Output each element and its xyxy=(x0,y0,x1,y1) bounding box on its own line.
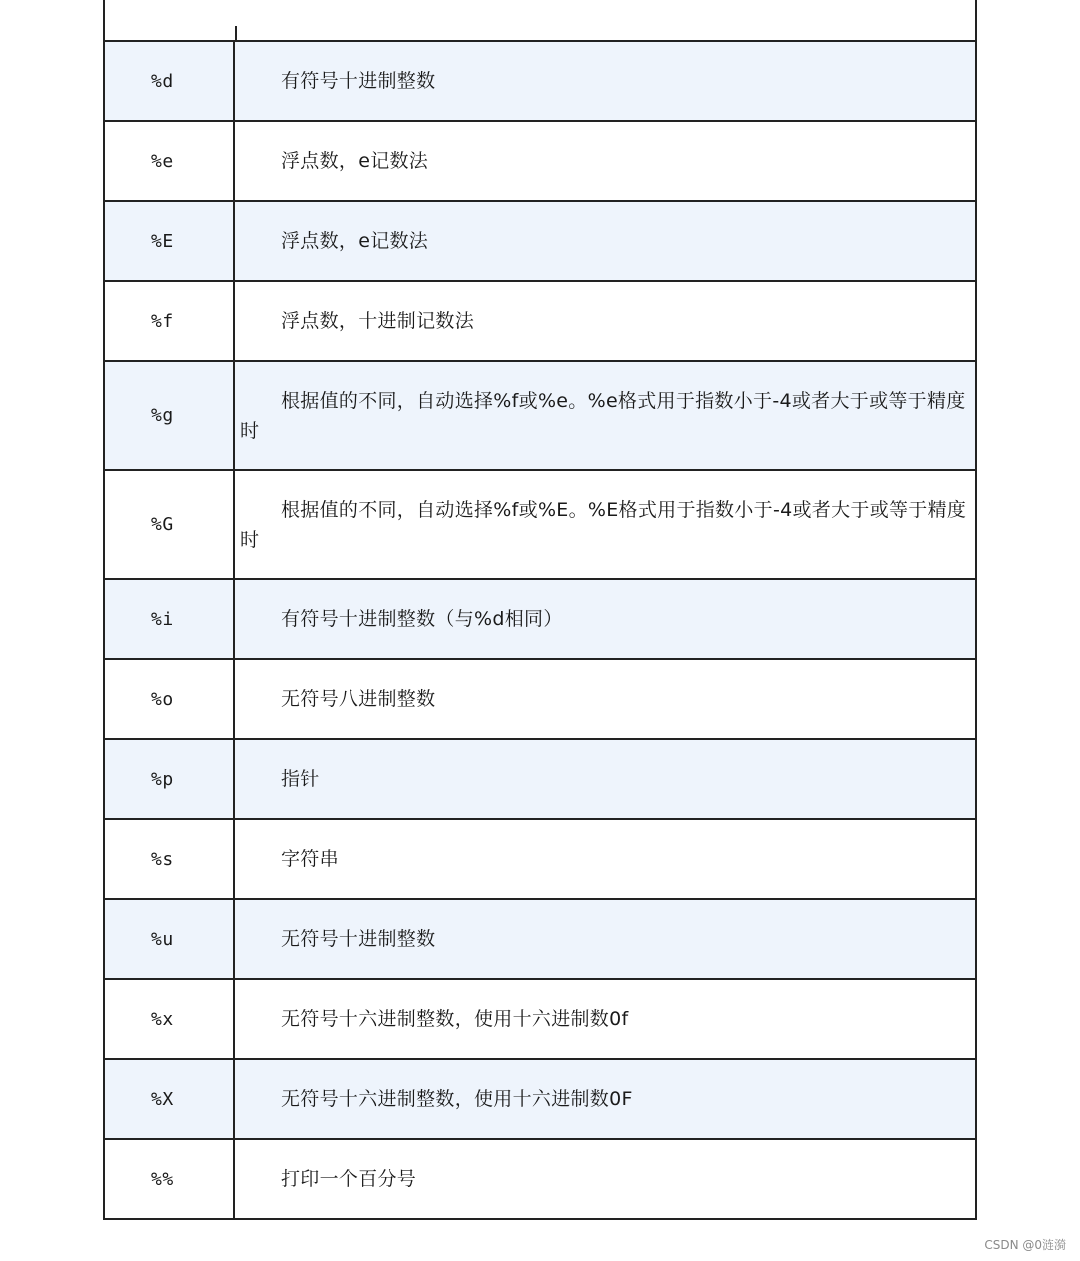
specifier-cell: %p xyxy=(104,739,234,819)
specifier-cell: %G xyxy=(104,470,234,579)
specifier-cell: %X xyxy=(104,1059,234,1139)
table-row xyxy=(104,739,976,819)
table-row xyxy=(104,659,976,739)
specifier-cell: %% xyxy=(104,1139,234,1219)
description-cell: 无符号八进制整数 xyxy=(234,659,976,739)
table-row xyxy=(104,121,976,201)
description-cell: 有符号十进制整数 xyxy=(234,41,976,121)
format-specifier-table xyxy=(103,40,977,1220)
specifier-cell: %e xyxy=(104,121,234,201)
description-cell: 指针 xyxy=(234,739,976,819)
specifier-cell: %u xyxy=(104,899,234,979)
specifier-cell: %o xyxy=(104,659,234,739)
description-cell: 无符号十六进制整数，使用十六进制数0F xyxy=(234,1059,976,1139)
description-cell: 浮点数，十进制记数法 xyxy=(234,281,976,361)
watermark: CSDN @0涟漪 xyxy=(984,1238,1066,1252)
specifier-cell: %g xyxy=(104,361,234,470)
description-cell: 根据值的不同，自动选择%f或%E。%E格式用于指数小于-4或者大于或等于精度时 xyxy=(234,470,976,579)
specifier-cell: %i xyxy=(104,579,234,659)
specifier-cell: %E xyxy=(104,201,234,281)
table-row xyxy=(104,41,976,121)
description-cell: 浮点数，e记数法 xyxy=(234,121,976,201)
table-row xyxy=(104,979,976,1059)
column-divider xyxy=(235,26,237,40)
table-top-continuation xyxy=(103,0,977,40)
specifier-cell: %s xyxy=(104,819,234,899)
table-row xyxy=(104,470,976,579)
description-cell: 打印一个百分号 xyxy=(234,1139,976,1219)
specifier-cell: %f xyxy=(104,281,234,361)
table-row xyxy=(104,819,976,899)
description-cell: 字符串 xyxy=(234,819,976,899)
specifier-cell: %x xyxy=(104,979,234,1059)
table-row xyxy=(104,281,976,361)
format-specifier-table-wrap xyxy=(103,0,977,1220)
description-cell: 浮点数，e记数法 xyxy=(234,201,976,281)
description-cell: 有符号十进制整数（与%d相同） xyxy=(234,579,976,659)
specifier-cell: %d xyxy=(104,41,234,121)
table-row xyxy=(104,1139,976,1219)
description-cell: 无符号十进制整数 xyxy=(234,899,976,979)
table-row xyxy=(104,361,976,470)
table-row xyxy=(104,579,976,659)
table-row xyxy=(104,201,976,281)
description-cell: 无符号十六进制整数，使用十六进制数0f xyxy=(234,979,976,1059)
table-row xyxy=(104,1059,976,1139)
description-cell: 根据值的不同，自动选择%f或%e。%e格式用于指数小于-4或者大于或等于精度时 xyxy=(234,361,976,470)
table-row xyxy=(104,899,976,979)
